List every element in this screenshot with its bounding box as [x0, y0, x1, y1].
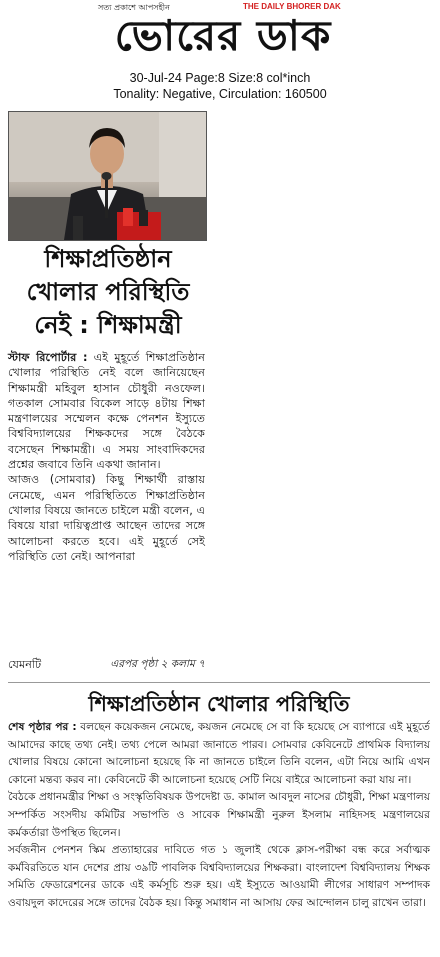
article-paragraph: বৈঠকে প্রধানমন্ত্রীর শিক্ষা ও সংস্কৃতিবিষয়ক উপদেষ্টা ড. কামাল আবদুল নাসের চৌধুরী, শিক্ষা মন্ত্রণালয় সম্পর্কিত সংসদীয় কমিটির সভাপতি ও সাবেক শিক্ষামন্ত্রী নুরুল ইসলাম নাহিদসহ মন্ত্রণালয়ের কর্মকর্তারা উপস্থিত ছিলেন। — [8, 791, 430, 839]
clipping-meta-date-page: 30-Jul-24 Page:8 Size:8 col*inch — [129, 71, 311, 85]
article-paragraph — [8, 350, 205, 472]
article-paragraph: সর্বজনীন পেনশন স্কিম প্রত্যাহারের দাবিতে গত ১ জুলাই থেকে ক্লাস-পরীক্ষা বন্ধ করে সর্বাত্মক কর্মবিরতিতে যান দেশের প্রায় ৩৯টি পাবলিক বিশ্ববিদ্যালয়ের শিক্ষকরা। বাংলাদেশ বিশ্ববিদ্যালয় শিক্ষক সমিতি ফেডারেশনের ডাকে এই কর্মসূচি শুরু হয়। এই ইস্যুতে আওয়ামী লীগের সাধারণ সম্পাদক ওবায়দুল কাদেরের সঙ্গে তাদের বৈঠক হয়। কিন্তু সমাধান না আসায় ফের আন্দোলন চালু রাখেন তারা। — [8, 844, 430, 909]
news-photo — [8, 111, 207, 241]
newspaper-logo: ভোরের ডাক — [114, 11, 332, 60]
article-paragraph-text: বলছেন কয়েকজন নেমেছে, কয়জন নেমেছে সে বা কি হয়েছে সে ব্যাপারে এই মুহূর্তে আমাদের কাছে তথ্য নেই। তথ্য পেলে আমরা জানাতে পারব। সোমবার কেবিনেটে প্রাথমিক বিদ্যালয় খোলার বিষয়ে কোনো আলোচনা হয়েছে কি না জানতে চাইলে তিনি বলেন, এটা নিয়ে আমি এখন কোনো মন্তব্য করব না। কেবিনেটে কী আলোচনা হয়েছে সেটি নিয়ে বাইরে আলোচনা করা যায় না। — [8, 721, 430, 786]
article-paragraph: আজও (সোমবার) কিছু শিক্ষার্থী রাস্তায় নেমেছে, এমন পরিস্থিতিতে শিক্ষাপ্রতিষ্ঠান খোলার বিষয়ে জানতে চাইলে মন্ত্রী বলেন, এ বিষয়ে যারা দায়িত্বপ্রাপ্ত আছেন তাদের সঙ্গে আলোচনা করতে হবে। এই মুহূর্তে সেই পরিস্থিতি তো নেই। আপনারা — [8, 473, 205, 563]
article-paragraph-text: এই মুহূর্তে শিক্ষাপ্রতিষ্ঠান খোলার পরিস্থিতি নেই বলে জানিয়েছেন শিক্ষামন্ত্রী মহিবুল হাসান চৌধুরী নওফেল। গতকাল সোমবার বিকেল সাড়ে ৪টায় শিক্ষা মন্ত্রণালয়ের সম্মেলন কক্ষে পেনশন ইস্যুতে বিশ্ববিদ্যালয়ের শিক্ষকদের সঙ্গে বৈঠকে বসেছেন শিক্ষামন্ত্রী। এ সময় সাংবাদিকদের প্রশ্নের জবাবে তিনি একথা জানান। — [8, 351, 205, 472]
clipping-meta-tonality: Tonality: Negative, Circulation: 160500 — [113, 87, 327, 101]
continuation-last-word: যেমনটি — [8, 658, 42, 671]
masthead-english-name: THE DAILY BHORER DAK — [243, 2, 341, 11]
masthead — [0, 0, 440, 70]
byline: স্টাফ রিপোর্টার : — [8, 351, 88, 364]
continuation-reference: এরপর পৃষ্ঠা ২ কলাম ৭ — [110, 658, 205, 670]
person-at-podium-image — [9, 112, 206, 240]
continued-headline: শিক্ষাপ্রতিষ্ঠান খোলার পরিস্থিতি — [88, 692, 350, 716]
continued-from-label: শেষ পৃষ্ঠার পর : — [8, 721, 77, 733]
section-divider — [8, 682, 430, 683]
article-paragraph — [8, 719, 430, 789]
continued-article-body — [8, 719, 430, 913]
masthead-tagline: সত্য প্রকাশে আপসহীন — [98, 3, 170, 12]
continuation-line — [8, 657, 205, 672]
article-body — [8, 350, 205, 564]
article-headline: শিক্ষাপ্রতিষ্ঠান খোলার পরিস্থিতি নেই : শিক্ষামন্ত্রী — [26, 245, 190, 339]
